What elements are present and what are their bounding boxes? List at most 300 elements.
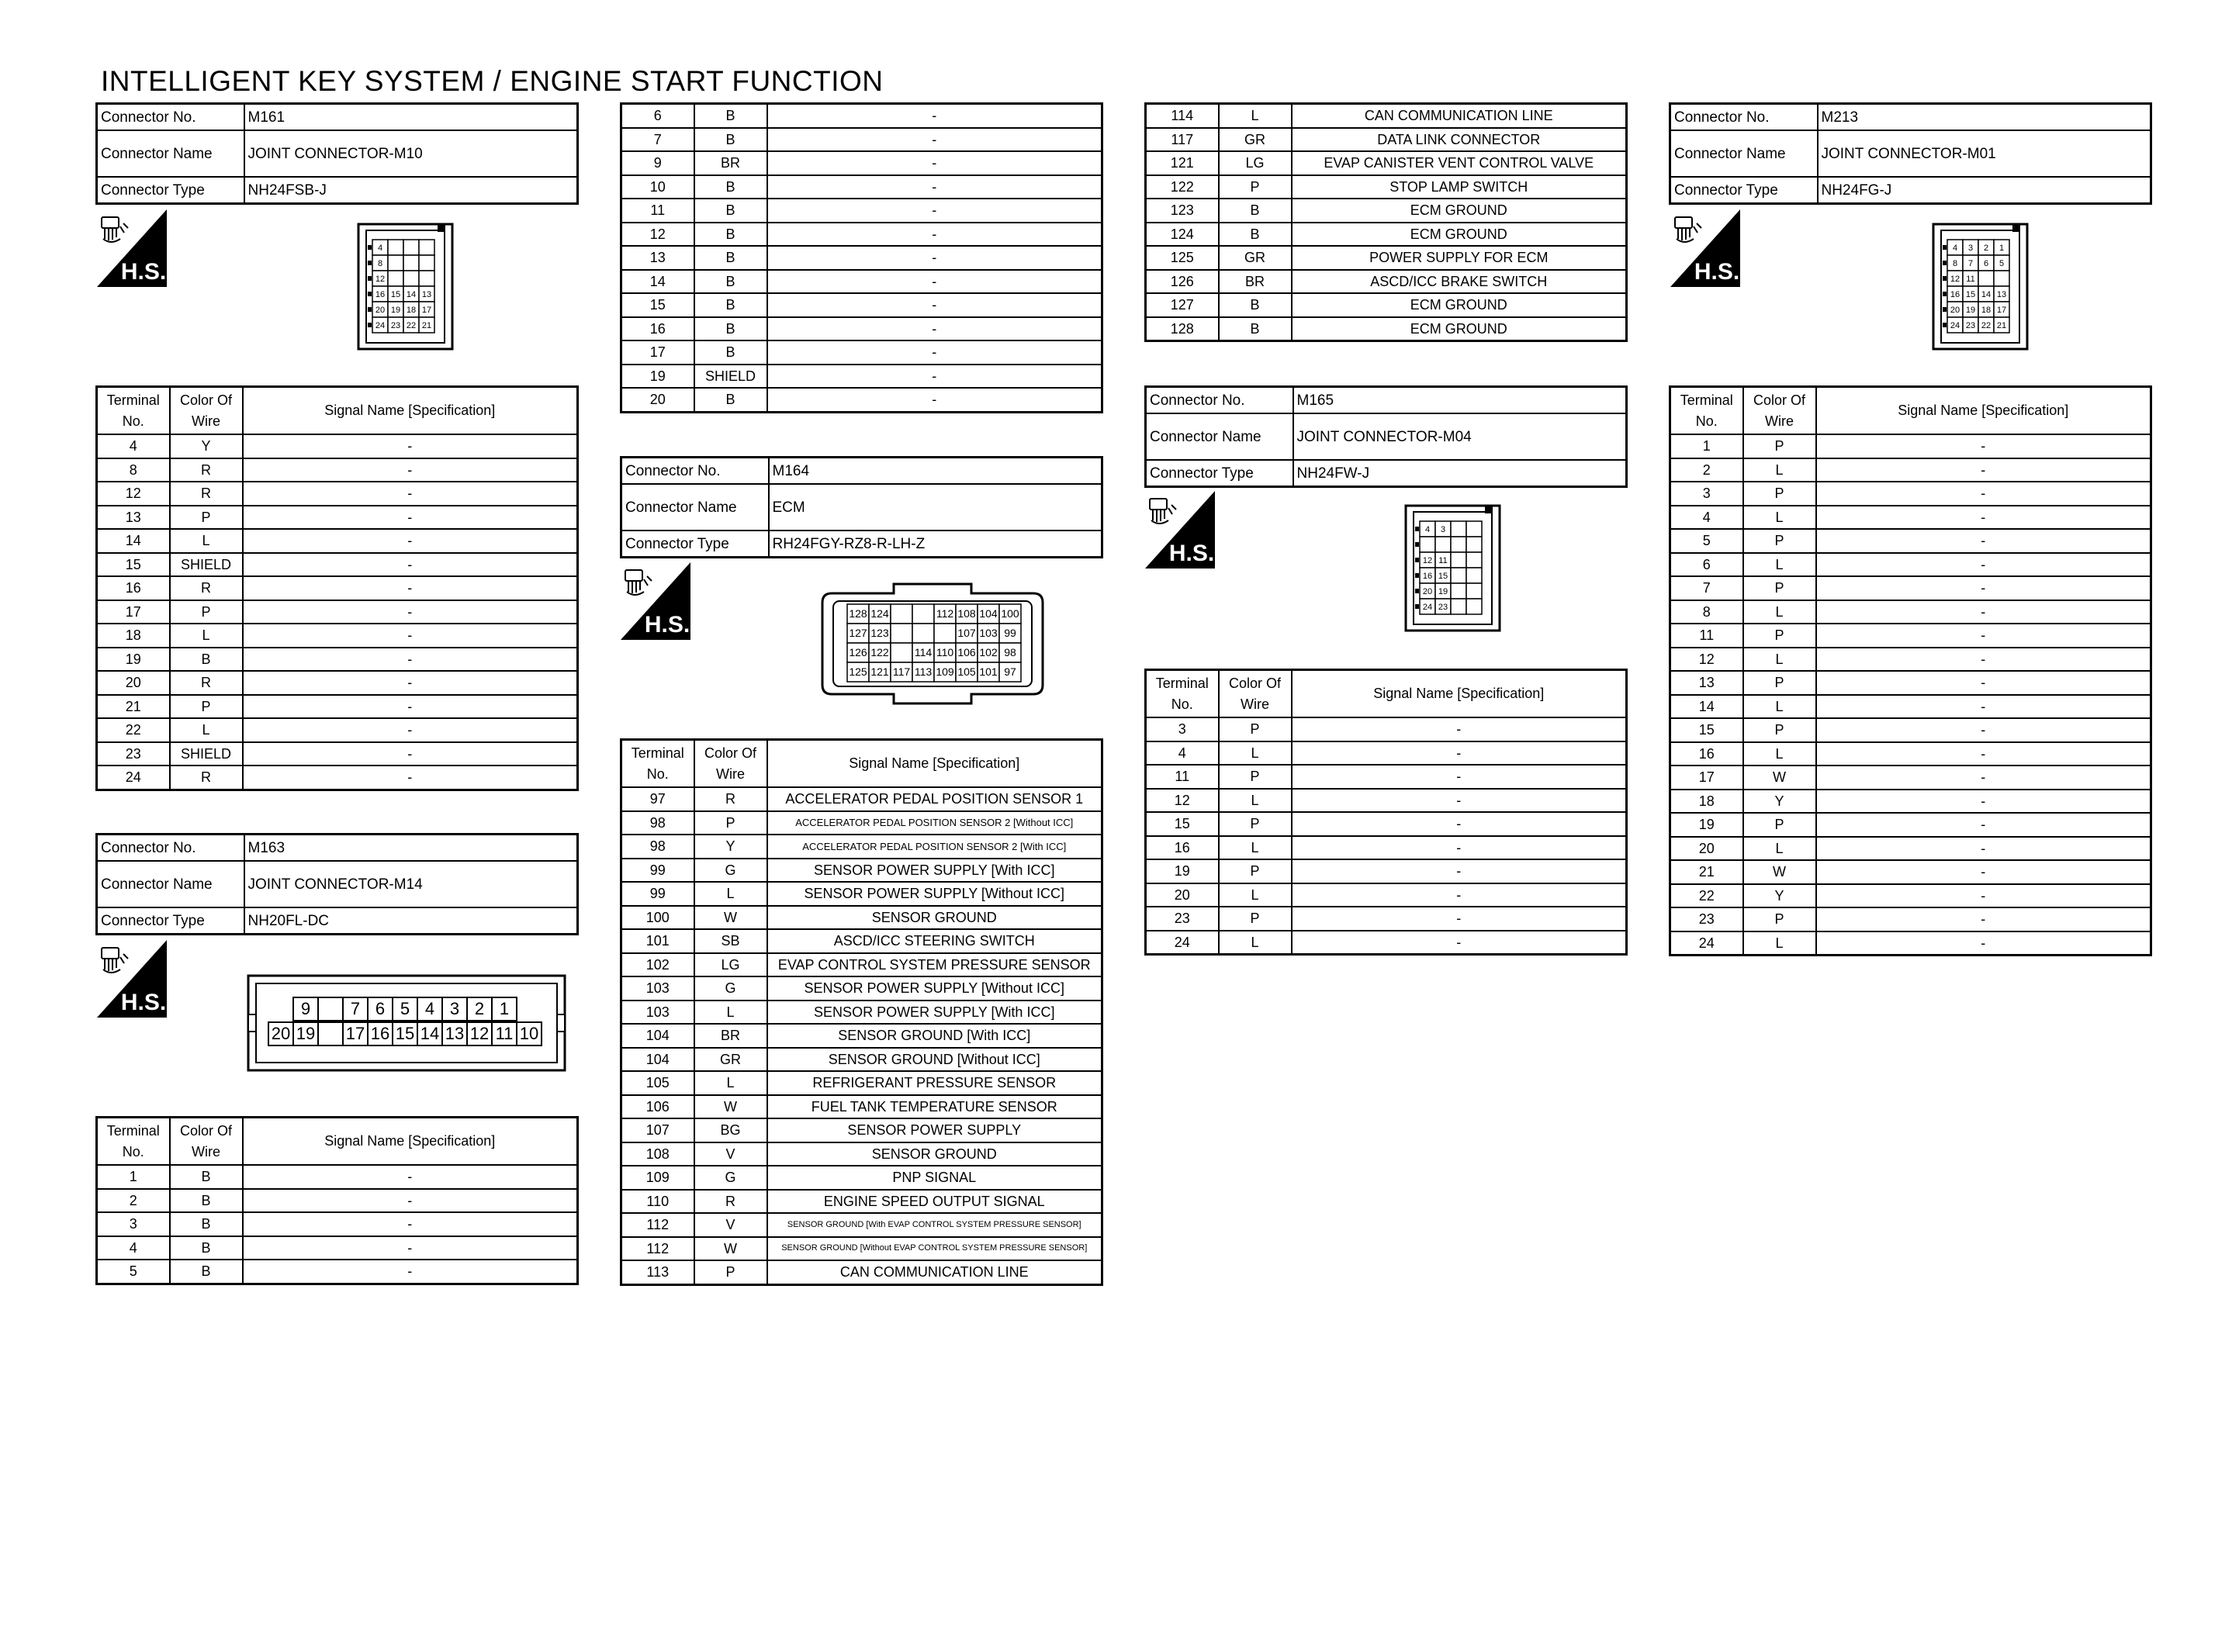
signal-name-cell: - <box>767 104 1102 128</box>
table-row <box>97 718 578 742</box>
table-row <box>621 365 1102 389</box>
terminal-no-cell: 102 <box>621 953 694 977</box>
wire-color-cell: P <box>1743 529 1816 553</box>
wire-color-cell: B <box>1219 293 1292 317</box>
terminal-no-cell: 4 <box>97 1236 170 1260</box>
terminal-no-cell: 8 <box>97 458 170 482</box>
pin-label: 21 <box>1996 321 2007 330</box>
signal-name-cell: ENGINE SPEED OUTPUT SIGNAL <box>767 1190 1102 1214</box>
terminal-no-cell: 15 <box>1670 718 1743 742</box>
table-row <box>621 1213 1102 1237</box>
wire-color-cell: B <box>694 270 767 294</box>
hs-label: H.S. <box>120 259 167 285</box>
signal-name-cell: - <box>767 151 1102 175</box>
signal-name-cell: PNP SIGNAL <box>767 1166 1102 1190</box>
table-row <box>621 976 1102 1001</box>
terminal-no-cell: 2 <box>97 1189 170 1213</box>
table-row <box>1670 648 2151 672</box>
terminal-no-cell: 15 <box>1146 812 1219 836</box>
table-row <box>1670 576 2151 600</box>
pin-label: 1 <box>499 999 510 1018</box>
m165-connector-diagram <box>1404 504 1501 636</box>
signal-name-cell: EVAP CONTROL SYSTEM PRESSURE SENSOR <box>767 953 1102 977</box>
pin-label: 4 <box>424 999 435 1018</box>
wire-color-cell: LG <box>694 953 767 977</box>
signal-name-cell: - <box>243 576 578 600</box>
table-row <box>1670 860 2151 884</box>
table-row <box>97 553 578 577</box>
wire-color-cell: W <box>1743 766 1816 790</box>
table-row <box>621 175 1102 199</box>
terminal-no-cell: 19 <box>1146 859 1219 883</box>
wire-color-cell: SHIELD <box>170 742 243 766</box>
pin-label: 17 <box>345 1024 365 1043</box>
terminal-no-cell: 22 <box>1670 884 1743 908</box>
signal-name-cell: - <box>1292 859 1627 883</box>
m164-connector-diagram <box>816 578 1045 714</box>
signal-name-cell: - <box>1816 648 2151 672</box>
terminal-no-cell: 123 <box>1146 199 1219 223</box>
m163-connector-type: NH20FL-DC <box>244 907 578 935</box>
color-of-wire-header: Color Of Wire <box>1743 387 1816 435</box>
pin-label: 20 <box>375 306 386 315</box>
signal-name-cell: REFRIGERANT PRESSURE SENSOR <box>767 1071 1102 1095</box>
pin-label: 103 <box>979 627 998 639</box>
wire-color-cell: P <box>1743 434 1816 458</box>
pin-label: 21 <box>421 321 432 330</box>
signal-name-cell: - <box>243 742 578 766</box>
pin-cell <box>403 271 419 286</box>
pin-label: 11 <box>1966 275 1975 284</box>
wire-color-cell: L <box>694 1071 767 1095</box>
table-row <box>621 1142 1102 1166</box>
terminal-no-cell: 15 <box>97 553 170 577</box>
signal-name-cell: SENSOR POWER SUPPLY <box>767 1118 1102 1142</box>
table-row <box>621 340 1102 365</box>
color-of-wire-header: Color Of Wire <box>170 387 243 435</box>
color-of-wire-header: Color Of Wire <box>1219 670 1292 718</box>
pin-label: 2 <box>474 999 485 1018</box>
pin-cell <box>1451 537 1466 552</box>
table-row <box>1146 199 1627 223</box>
terminal-no-cell: 24 <box>1146 931 1219 955</box>
table-row <box>97 506 578 530</box>
table-row <box>621 1001 1102 1025</box>
pin-label: 15 <box>390 290 401 299</box>
terminal-no-cell: 104 <box>621 1024 694 1048</box>
table-row <box>621 293 1102 317</box>
table-row <box>621 223 1102 247</box>
terminal-no-cell: 127 <box>1146 293 1219 317</box>
terminal-no-header: Terminal No. <box>97 1118 170 1166</box>
terminal-no-cell: 17 <box>1670 766 1743 790</box>
terminal-no-cell: 11 <box>1670 624 1743 648</box>
terminal-no-cell: 20 <box>621 388 694 412</box>
pin-label: 125 <box>849 665 867 678</box>
terminal-no-cell: 6 <box>621 104 694 128</box>
pin-label: 22 <box>406 321 417 330</box>
terminal-no-cell: 97 <box>621 787 694 811</box>
wire-color-cell: P <box>1219 812 1292 836</box>
table-row <box>1670 766 2151 790</box>
terminal-no-cell: 110 <box>621 1190 694 1214</box>
terminal-no-cell: 5 <box>1670 529 1743 553</box>
pin-label: 19 <box>1965 306 1976 315</box>
pin-label: 113 <box>914 665 933 678</box>
wire-color-cell: GR <box>694 1048 767 1072</box>
signal-name-cell: - <box>1816 766 2151 790</box>
pin-label: 20 <box>1422 587 1433 596</box>
wire-color-cell: LG <box>1219 151 1292 175</box>
signal-name-cell: - <box>243 553 578 577</box>
table-row <box>97 1260 578 1284</box>
signal-name-cell: - <box>243 529 578 553</box>
label-connector-no: Connector No. <box>1146 387 1293 414</box>
terminal-no-cell: 99 <box>621 859 694 883</box>
wire-color-cell: R <box>170 766 243 790</box>
terminal-no-cell: 24 <box>97 766 170 790</box>
table-header-row <box>1670 387 2151 435</box>
wire-color-cell: P <box>1219 859 1292 883</box>
pin-label: 3 <box>1440 525 1446 534</box>
hs-icon <box>621 562 690 644</box>
pin-label: 3 <box>1967 244 1974 253</box>
table-row <box>1146 812 1627 836</box>
pin-cell <box>1466 521 1482 537</box>
pin-label: 16 <box>1950 290 1960 299</box>
signal-name-cell: EVAP CANISTER VENT CONTROL VALVE <box>1292 151 1627 175</box>
table-header-row <box>1146 670 1627 718</box>
pin-label: 23 <box>1965 321 1976 330</box>
table-row <box>1146 104 1627 128</box>
terminal-no-cell: 106 <box>621 1095 694 1119</box>
wire-color-cell: L <box>1743 600 1816 624</box>
wire-color-cell: L <box>1743 742 1816 766</box>
wire-color-cell: L <box>170 718 243 742</box>
m165-header <box>1144 385 1628 488</box>
pin-label: 99 <box>1004 627 1016 639</box>
wire-color-cell: L <box>1743 648 1816 672</box>
m213-connector-name: JOINT CONNECTOR-M01 <box>1818 130 2151 177</box>
terminal-no-header: Terminal No. <box>97 387 170 435</box>
wire-color-cell: B <box>694 199 767 223</box>
signal-name-cell: - <box>243 718 578 742</box>
pin-label: 16 <box>370 1024 390 1043</box>
terminal-no-cell: 125 <box>1146 246 1219 270</box>
signal-name-cell: SENSOR GROUND <box>767 1142 1102 1166</box>
pin-cell <box>419 240 434 255</box>
terminal-no-cell: 108 <box>621 1142 694 1166</box>
pin-label: 1 <box>1998 244 2005 253</box>
signal-name-cell: - <box>243 600 578 624</box>
signal-name-cell: DATA LINK CONNECTOR <box>1292 128 1627 152</box>
pin-label: 23 <box>390 321 401 330</box>
pin-label: 117 <box>892 665 911 678</box>
pin-label: 24 <box>375 321 386 330</box>
terminal-no-cell: 117 <box>1146 128 1219 152</box>
pin-label: 126 <box>849 646 867 658</box>
wire-color-cell: B <box>170 1260 243 1284</box>
pin-cell <box>891 643 912 662</box>
hs-label: H.S. <box>1168 541 1215 566</box>
table-row <box>97 529 578 553</box>
pin-label: 123 <box>870 627 889 639</box>
table-row <box>1146 151 1627 175</box>
table-row <box>621 1190 1102 1214</box>
label-connector-no: Connector No. <box>1670 104 1818 131</box>
signal-name-cell: - <box>767 340 1102 365</box>
signal-name-cell: - <box>243 506 578 530</box>
table-row <box>1670 718 2151 742</box>
wire-color-cell: SB <box>694 929 767 953</box>
terminal-no-cell: 11 <box>621 199 694 223</box>
signal-name-cell: - <box>243 648 578 672</box>
terminal-no-cell: 21 <box>97 695 170 719</box>
signal-name-cell: SENSOR GROUND [Without ICC] <box>767 1048 1102 1072</box>
wire-color-cell: P <box>1219 907 1292 931</box>
table-row <box>1146 859 1627 883</box>
signal-name-header: Signal Name [Specification] <box>767 740 1102 788</box>
pin-cell <box>934 624 956 643</box>
pin-label: 11 <box>1438 556 1448 565</box>
pin-cell <box>318 997 343 1021</box>
table-row <box>1670 529 2151 553</box>
wire-color-cell: GR <box>1219 128 1292 152</box>
terminal-no-cell: 4 <box>1146 741 1219 766</box>
pin-label: 109 <box>936 665 954 678</box>
terminal-no-cell: 112 <box>621 1213 694 1237</box>
signal-name-cell: ECM GROUND <box>1292 293 1627 317</box>
wire-color-cell: BR <box>694 151 767 175</box>
pin-label: 10 <box>519 1024 539 1043</box>
terminal-no-cell: 6 <box>1670 553 1743 577</box>
pin-label: 24 <box>1950 321 1960 330</box>
signal-name-cell: - <box>243 458 578 482</box>
signal-name-cell: - <box>1292 836 1627 860</box>
signal-name-header: Signal Name [Specification] <box>1816 387 2151 435</box>
pin-cell <box>318 1022 343 1045</box>
pin-cell <box>1451 521 1466 537</box>
m163-connector-diagram <box>247 974 566 1076</box>
terminal-no-cell: 12 <box>97 482 170 506</box>
signal-name-cell: - <box>1816 506 2151 530</box>
signal-name-cell: - <box>243 695 578 719</box>
terminal-no-cell: 19 <box>1670 813 1743 837</box>
table-row <box>621 1024 1102 1048</box>
color-of-wire-header: Color Of Wire <box>694 740 767 788</box>
terminal-no-cell: 122 <box>1146 175 1219 199</box>
wire-color-cell: W <box>1743 860 1816 884</box>
table-row <box>97 576 578 600</box>
terminal-no-cell: 7 <box>621 128 694 152</box>
wire-color-cell: P <box>1743 671 1816 695</box>
table-row <box>621 906 1102 930</box>
wire-color-cell: Y <box>1743 790 1816 814</box>
pin-label: 7 <box>1967 259 1974 268</box>
label-connector-no: Connector No. <box>621 458 769 485</box>
pin-label: 121 <box>870 665 889 678</box>
pin-cell <box>419 255 434 271</box>
m164-continued-table <box>1144 102 1628 342</box>
label-connector-name: Connector Name <box>97 130 244 177</box>
label-connector-type: Connector Type <box>1670 177 1818 204</box>
signal-name-cell: SENSOR GROUND [Without EVAP CONTROL SYSTEM PRESSURE SENSOR] <box>767 1237 1102 1261</box>
pin-label: 18 <box>1981 306 1992 315</box>
table-row <box>97 600 578 624</box>
terminal-no-cell: 22 <box>97 718 170 742</box>
terminal-no-cell: 13 <box>1670 671 1743 695</box>
signal-name-cell: - <box>767 317 1102 341</box>
terminal-no-cell: 124 <box>1146 223 1219 247</box>
terminal-no-cell: 3 <box>97 1212 170 1236</box>
signal-name-cell: - <box>243 766 578 790</box>
table-row <box>1670 671 2151 695</box>
terminal-no-cell: 18 <box>97 624 170 648</box>
pin-label: 18 <box>406 306 417 315</box>
terminal-no-cell: 98 <box>621 811 694 835</box>
terminal-no-cell: 103 <box>621 976 694 1001</box>
signal-name-cell: SENSOR POWER SUPPLY [Without ICC] <box>767 882 1102 906</box>
wire-color-cell: Y <box>694 835 767 859</box>
terminal-no-cell: 23 <box>1670 907 1743 931</box>
table-row <box>1146 765 1627 789</box>
m213-connector-no: M213 <box>1818 104 2151 131</box>
terminal-no-cell: 126 <box>1146 270 1219 294</box>
pin-label: 15 <box>395 1024 415 1043</box>
pin-label: 20 <box>1950 306 1960 315</box>
table-row <box>1146 270 1627 294</box>
table-row <box>1146 223 1627 247</box>
signal-name-cell: SENSOR GROUND [With EVAP CONTROL SYSTEM PRESSURE SENSOR] <box>767 1213 1102 1237</box>
table-row <box>97 671 578 695</box>
pin-label: 6 <box>375 999 386 1018</box>
pin-cell <box>1451 583 1466 599</box>
wire-color-cell: L <box>1219 883 1292 907</box>
terminal-no-cell: 19 <box>97 648 170 672</box>
pin-cell <box>891 604 912 624</box>
terminal-no-cell: 16 <box>621 317 694 341</box>
table-row <box>1670 506 2151 530</box>
pin-cell <box>388 240 403 255</box>
table-row <box>621 388 1102 412</box>
m163-connector-name: JOINT CONNECTOR-M14 <box>244 861 578 907</box>
m164-header <box>620 456 1103 558</box>
wire-color-cell: L <box>694 882 767 906</box>
signal-name-cell: - <box>767 270 1102 294</box>
m213-terminal-table <box>1669 385 2152 956</box>
signal-name-cell: - <box>1816 624 2151 648</box>
signal-name-cell: CAN COMMUNICATION LINE <box>1292 104 1627 128</box>
pin-label: 105 <box>957 665 976 678</box>
table-row <box>1670 837 2151 861</box>
pin-label: 22 <box>1981 321 1992 330</box>
wire-color-cell: W <box>694 1095 767 1119</box>
signal-name-cell: - <box>1292 717 1627 741</box>
wire-color-cell: L <box>170 624 243 648</box>
m165-connector-type: NH24FW-J <box>1293 460 1627 487</box>
wire-color-cell: L <box>694 1001 767 1025</box>
signal-name-cell: ECM GROUND <box>1292 223 1627 247</box>
signal-name-cell: - <box>243 624 578 648</box>
wire-color-cell: L <box>1743 695 1816 719</box>
label-connector-type: Connector Type <box>97 907 244 935</box>
terminal-no-cell: 114 <box>1146 104 1219 128</box>
pin-cell <box>403 240 419 255</box>
table-row <box>1146 128 1627 152</box>
terminal-no-cell: 101 <box>621 929 694 953</box>
wire-color-cell: B <box>694 317 767 341</box>
signal-name-cell: - <box>1816 600 2151 624</box>
terminal-no-cell: 16 <box>1670 742 1743 766</box>
terminal-no-cell: 12 <box>621 223 694 247</box>
table-row <box>621 104 1102 128</box>
wire-color-cell: B <box>1219 317 1292 341</box>
wire-color-cell: P <box>694 811 767 835</box>
table-row <box>1146 317 1627 341</box>
wire-color-cell: P <box>1743 576 1816 600</box>
wire-color-cell: L <box>1219 104 1292 128</box>
table-row <box>97 766 578 790</box>
pin-cell <box>403 255 419 271</box>
pin-label: 9 <box>300 999 311 1018</box>
m161-connector-name: JOINT CONNECTOR-M10 <box>244 130 578 177</box>
color-of-wire-header: Color Of Wire <box>170 1118 243 1166</box>
wire-color-cell: B <box>694 175 767 199</box>
signal-name-cell: - <box>767 223 1102 247</box>
pin-label: 13 <box>421 290 432 299</box>
pin-label: 23 <box>1438 603 1448 612</box>
pin-cell <box>388 255 403 271</box>
pin-cell <box>1978 271 1994 286</box>
pin-label: 12 <box>1950 275 1960 284</box>
pin-cell <box>1451 568 1466 583</box>
pin-cell <box>1466 599 1482 614</box>
pin-label: 98 <box>1004 646 1016 658</box>
signal-name-cell: - <box>1816 695 2151 719</box>
pin-label: 5 <box>400 999 410 1018</box>
terminal-no-cell: 14 <box>97 529 170 553</box>
wire-color-cell: B <box>170 1189 243 1213</box>
terminal-no-cell: 20 <box>1670 837 1743 861</box>
pin-label: 20 <box>271 1024 291 1043</box>
table-row <box>621 151 1102 175</box>
m161-connector-no: M161 <box>244 104 578 131</box>
table-row <box>1670 742 2151 766</box>
table-row <box>621 128 1102 152</box>
signal-name-cell: - <box>1292 812 1627 836</box>
pin-label: 108 <box>957 607 976 620</box>
hs-icon <box>1145 491 1215 572</box>
label-connector-type: Connector Type <box>1146 460 1293 487</box>
pin-cell <box>1466 537 1482 552</box>
wire-color-cell: P <box>1219 175 1292 199</box>
wire-color-cell: G <box>694 859 767 883</box>
pin-label: 12 <box>1422 556 1433 565</box>
wire-color-cell: R <box>694 1190 767 1214</box>
pin-label: 110 <box>936 646 954 658</box>
pin-label: 104 <box>979 607 998 620</box>
terminal-no-cell: 107 <box>621 1118 694 1142</box>
pin-label: 97 <box>1004 665 1016 678</box>
pin-label: 107 <box>957 627 976 639</box>
terminal-no-cell: 98 <box>621 835 694 859</box>
terminal-no-header: Terminal No. <box>1670 387 1743 435</box>
wire-color-cell: B <box>694 128 767 152</box>
terminal-no-cell: 99 <box>621 882 694 906</box>
table-row <box>97 434 578 458</box>
table-row <box>621 1071 1102 1095</box>
terminal-no-cell: 20 <box>1146 883 1219 907</box>
